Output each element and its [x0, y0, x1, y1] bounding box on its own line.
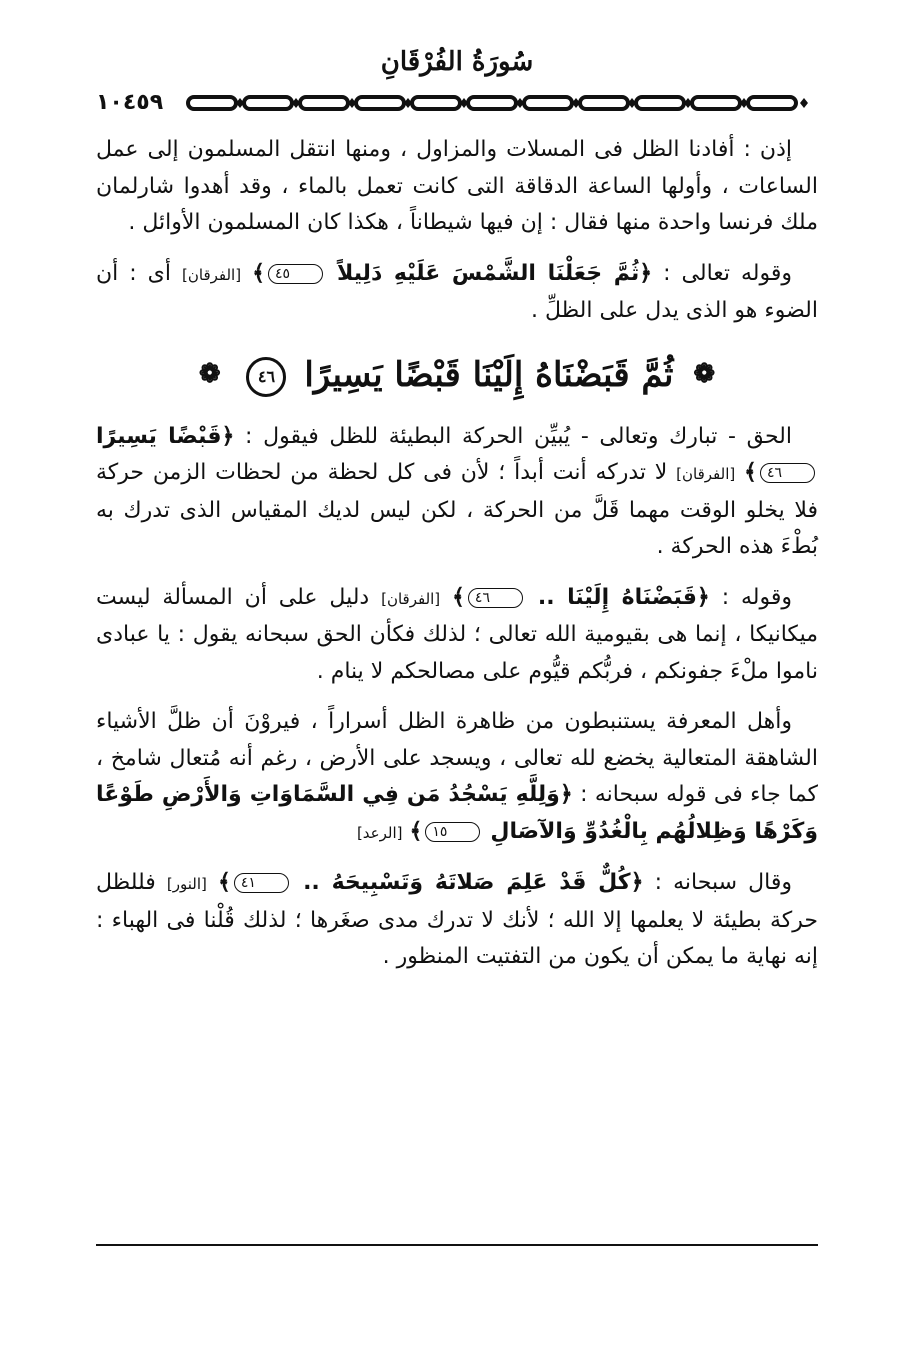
p4-rest: دليل على أن المسألة ليست ميكانيكا ، إنما هى بقيومية الله تعالى ؛ لذلك فكأن الحق سبحانه يقول : يا عبادى ناموا ملْءَ جفونكم ، فربُّكم قيُّوم على مصالحكم لا ينام .: [96, 584, 818, 684]
ornament-left-icon: ❁: [198, 358, 221, 389]
p5-quran-close: ﴾: [409, 818, 423, 844]
p2-quran-close: ﴾: [252, 260, 265, 286]
p6-intro: وقال سبحانه :: [654, 870, 792, 895]
p6-rest: فللظل حركة بطيئة لا يعلمها إلا الله ؛ لأنك لا تدرك مدى صغَرها ؛ لذلك قُلْنا فى الهباء : إنه نهاية ما يمكن أن يكون من التفتيت المنظور .: [96, 870, 818, 969]
page-number: ١٠٤٥٩: [96, 90, 164, 115]
p6-surah-ref: [النور]: [166, 875, 207, 893]
paragraph-3: [96, 419, 818, 566]
surah-title: سُورَةُ الفُرْقَانِ: [380, 47, 534, 77]
verse-heading-text: ثُمَّ قَبَضْنَاهُ إِلَيْنَا قَبْضًا يَسِيرًا: [304, 354, 674, 395]
paragraph-2: [96, 256, 818, 330]
p2-ayah-number: ٤٥: [268, 264, 323, 284]
paragraph-5: [96, 704, 818, 851]
p4-quran-close: ﴾: [452, 584, 465, 610]
book-page: [96, 40, 818, 1320]
p5-ayah-number: ١٥: [425, 822, 480, 842]
p5-quran: ﴿وَلِلَّهِ يَسْجُدُ مَن فِي السَّمَاوَاتِ وَالأَرْضِ طَوْعًا وَكَرْهًا وَظِلالُهُم بِالْغُدُوِّ وَالآصَالِ: [96, 782, 818, 844]
p3-rest: لا تدركه أنت أبداً ؛ لأن فى كل لحظة من لحظات الزمن حركة فلا يخلو الوقت مهما قَلَّ من الحركة ، لكن ليس لديك المقياس الذى تدرك به بُطْءَ هذه الحركة .: [96, 460, 818, 559]
p2-quran: ﴿ثُمَّ جَعَلْنَا الشَّمْسَ عَلَيْهِ دَلِيلاً: [337, 260, 653, 286]
p6-ayah-number: ٤١: [234, 873, 289, 893]
p3-intro: الحق - تبارك وتعالى - يُبيِّن الحركة البطيئة للظل فيقول :: [245, 423, 792, 449]
p3-quran-close: ﴾: [744, 460, 757, 485]
p4-quran: ﴿قَبَضْنَاهُ إِلَيْنَا ..: [537, 584, 710, 610]
p3-quran: ﴿قَبْضًا يَسِيرًا: [96, 423, 235, 449]
header-band: [96, 88, 818, 118]
p3-ayah-number: ٤٦: [760, 463, 815, 483]
verse-heading: [96, 344, 818, 405]
p4-intro: وقوله :: [721, 584, 792, 610]
body-text: [96, 132, 818, 976]
p2-intro: وقوله تعالى :: [663, 260, 793, 286]
chain-ornament: [186, 94, 818, 112]
p6-quran: ﴿كُلٌّ قَدْ عَلِمَ صَلاتَهُ وَتَسْبِيحَهُ ..: [303, 870, 644, 895]
p3-surah-ref: [الفرقان]: [676, 465, 736, 483]
p5-intro: وأهل المعرفة يستنبطون من ظاهرة الظل أسراراً ، فيروْنَ أن ظلَّ الأشياء الشاهقة المتعالية يخضع لله تعالى ، ويسجد على الأرض ، رغم أنه مُتعال شامخ ، كما جاء فى قوله سبحانه :: [96, 709, 818, 807]
ornament-right-icon: ❁: [693, 358, 716, 389]
footer-rule: [96, 1244, 818, 1246]
p4-surah-ref: [الفرقان]: [381, 589, 441, 608]
paragraph-6: [96, 865, 818, 976]
paragraph-4: [96, 580, 818, 691]
paragraph-1: إذن : أفادنا الظل فى المسلات والمزاول ، ومنها انتقل المسلمون إلى عمل الساعات ، وأولها الساعة الدقاقة التى كانت تعمل بالماء ، وقد أهدوا شارلمان ملك فرنسا واحدة منها فقال : إن فيها شيطاناً ، هكذا كان المسلمون الأوائل .: [96, 137, 818, 235]
p6-quran-close: ﴾: [218, 870, 231, 895]
p2-surah-ref: [الفرقان]: [182, 265, 242, 284]
p5-surah-ref: [الرعد]: [356, 823, 403, 842]
p2-rest: أى : أن الضوء هو الذى يدل على الظلِّ .: [96, 260, 818, 323]
verse-heading-ayah-number: ٤٦: [246, 357, 286, 397]
p4-ayah-number: ٤٦: [468, 588, 523, 608]
